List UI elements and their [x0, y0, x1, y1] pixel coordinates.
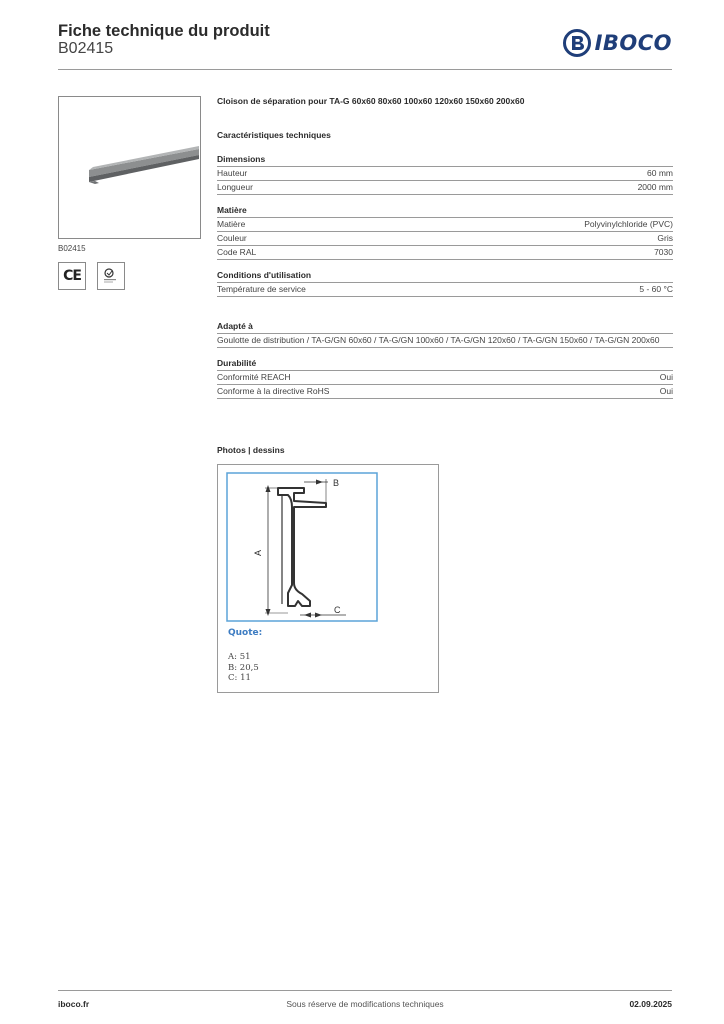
spec-content: [217, 96, 673, 409]
matiere-group: [217, 205, 673, 260]
spec-label: Code RAL: [217, 247, 257, 257]
quote-values: [228, 652, 259, 684]
durabilite-title: Durabilité: [217, 358, 673, 371]
technical-drawing: [217, 464, 439, 693]
matiere-title: Matière: [217, 205, 673, 218]
brand-logo: [563, 29, 672, 57]
spec-value: 2000 mm: [637, 182, 673, 192]
spec-value: Gris: [657, 233, 673, 243]
spec-label: Hauteur: [217, 168, 248, 178]
spec-label: Température de service: [217, 284, 306, 294]
spec-label: Matière: [217, 219, 246, 229]
footer-notice: Sous réserve de modifications techniques: [286, 999, 444, 1009]
quote-title: Quote:: [228, 628, 263, 638]
quote-a: A: 51: [228, 652, 251, 662]
page-header: [58, 22, 672, 70]
adapte-group: [217, 321, 673, 348]
spec-value: Oui: [659, 386, 673, 396]
page-title: Fiche technique du produit: [58, 22, 270, 40]
product-code-heading: B02415: [58, 40, 114, 57]
durabilite-group: [217, 358, 673, 399]
specs-heading: Caractéristiques techniques: [217, 130, 331, 140]
quote-c: C: 11: [228, 673, 251, 683]
ce-mark-badge: CE: [58, 262, 86, 290]
spec-label: Longueur: [217, 182, 253, 192]
product-image-caption: B02415: [58, 244, 86, 253]
brand-logo-text: IBOCO: [594, 31, 672, 55]
spec-row: [217, 181, 673, 195]
conditions-title: Conditions d'utilisation: [217, 270, 673, 283]
photos-heading: Photos | dessins: [217, 445, 285, 455]
spec-row: [217, 385, 673, 399]
spec-row: [217, 246, 673, 260]
spec-value: Polyvinylchloride (PVC): [584, 219, 673, 229]
quote-b: B: 20,5: [228, 662, 259, 673]
certification-badge-icon: [101, 266, 121, 286]
spec-row: [217, 218, 673, 232]
dimension-label-b: B: [333, 478, 340, 488]
page-footer: [58, 990, 672, 1010]
dimension-label-c: C: [334, 605, 341, 615]
spec-label: Conformité REACH: [217, 372, 291, 382]
adapte-title: Adapté à: [217, 321, 673, 334]
product-profile-illustration: [59, 97, 200, 238]
footer-date: 02.09.2025: [629, 999, 672, 1009]
profile-drawing: [218, 465, 438, 625]
dimensions-group: [217, 154, 673, 195]
dimension-label-a: A: [253, 549, 263, 556]
spec-row: [217, 371, 673, 385]
conditions-group: [217, 270, 673, 297]
spec-row: [217, 283, 673, 297]
dimensions-title: Dimensions: [217, 154, 673, 167]
certification-badge: [97, 262, 125, 290]
spec-row: [217, 232, 673, 246]
spec-row: [217, 167, 673, 181]
footer-site-link[interactable]: iboco.fr: [58, 999, 90, 1009]
spec-label: Couleur: [217, 233, 247, 243]
spec-value: 5 - 60 °C: [639, 284, 673, 294]
product-title: Cloison de séparation pour TA-G 60x60 80x60 100x60 120x60 150x60 200x60: [217, 96, 525, 106]
adapte-text: Goulotte de distribution / TA-G/GN 60x60 / TA-G/GN 100x60 / TA-G/GN 120x60 / TA-G/GN 150x60 / TA-G/GN 200x60: [217, 334, 673, 348]
spec-value: 60 mm: [647, 168, 673, 178]
spec-value: Oui: [659, 372, 673, 382]
spec-label: Conforme à la directive RoHS: [217, 386, 330, 396]
spec-value: 7030: [654, 247, 673, 257]
brand-logo-icon: [563, 29, 591, 57]
product-image: [58, 96, 201, 239]
